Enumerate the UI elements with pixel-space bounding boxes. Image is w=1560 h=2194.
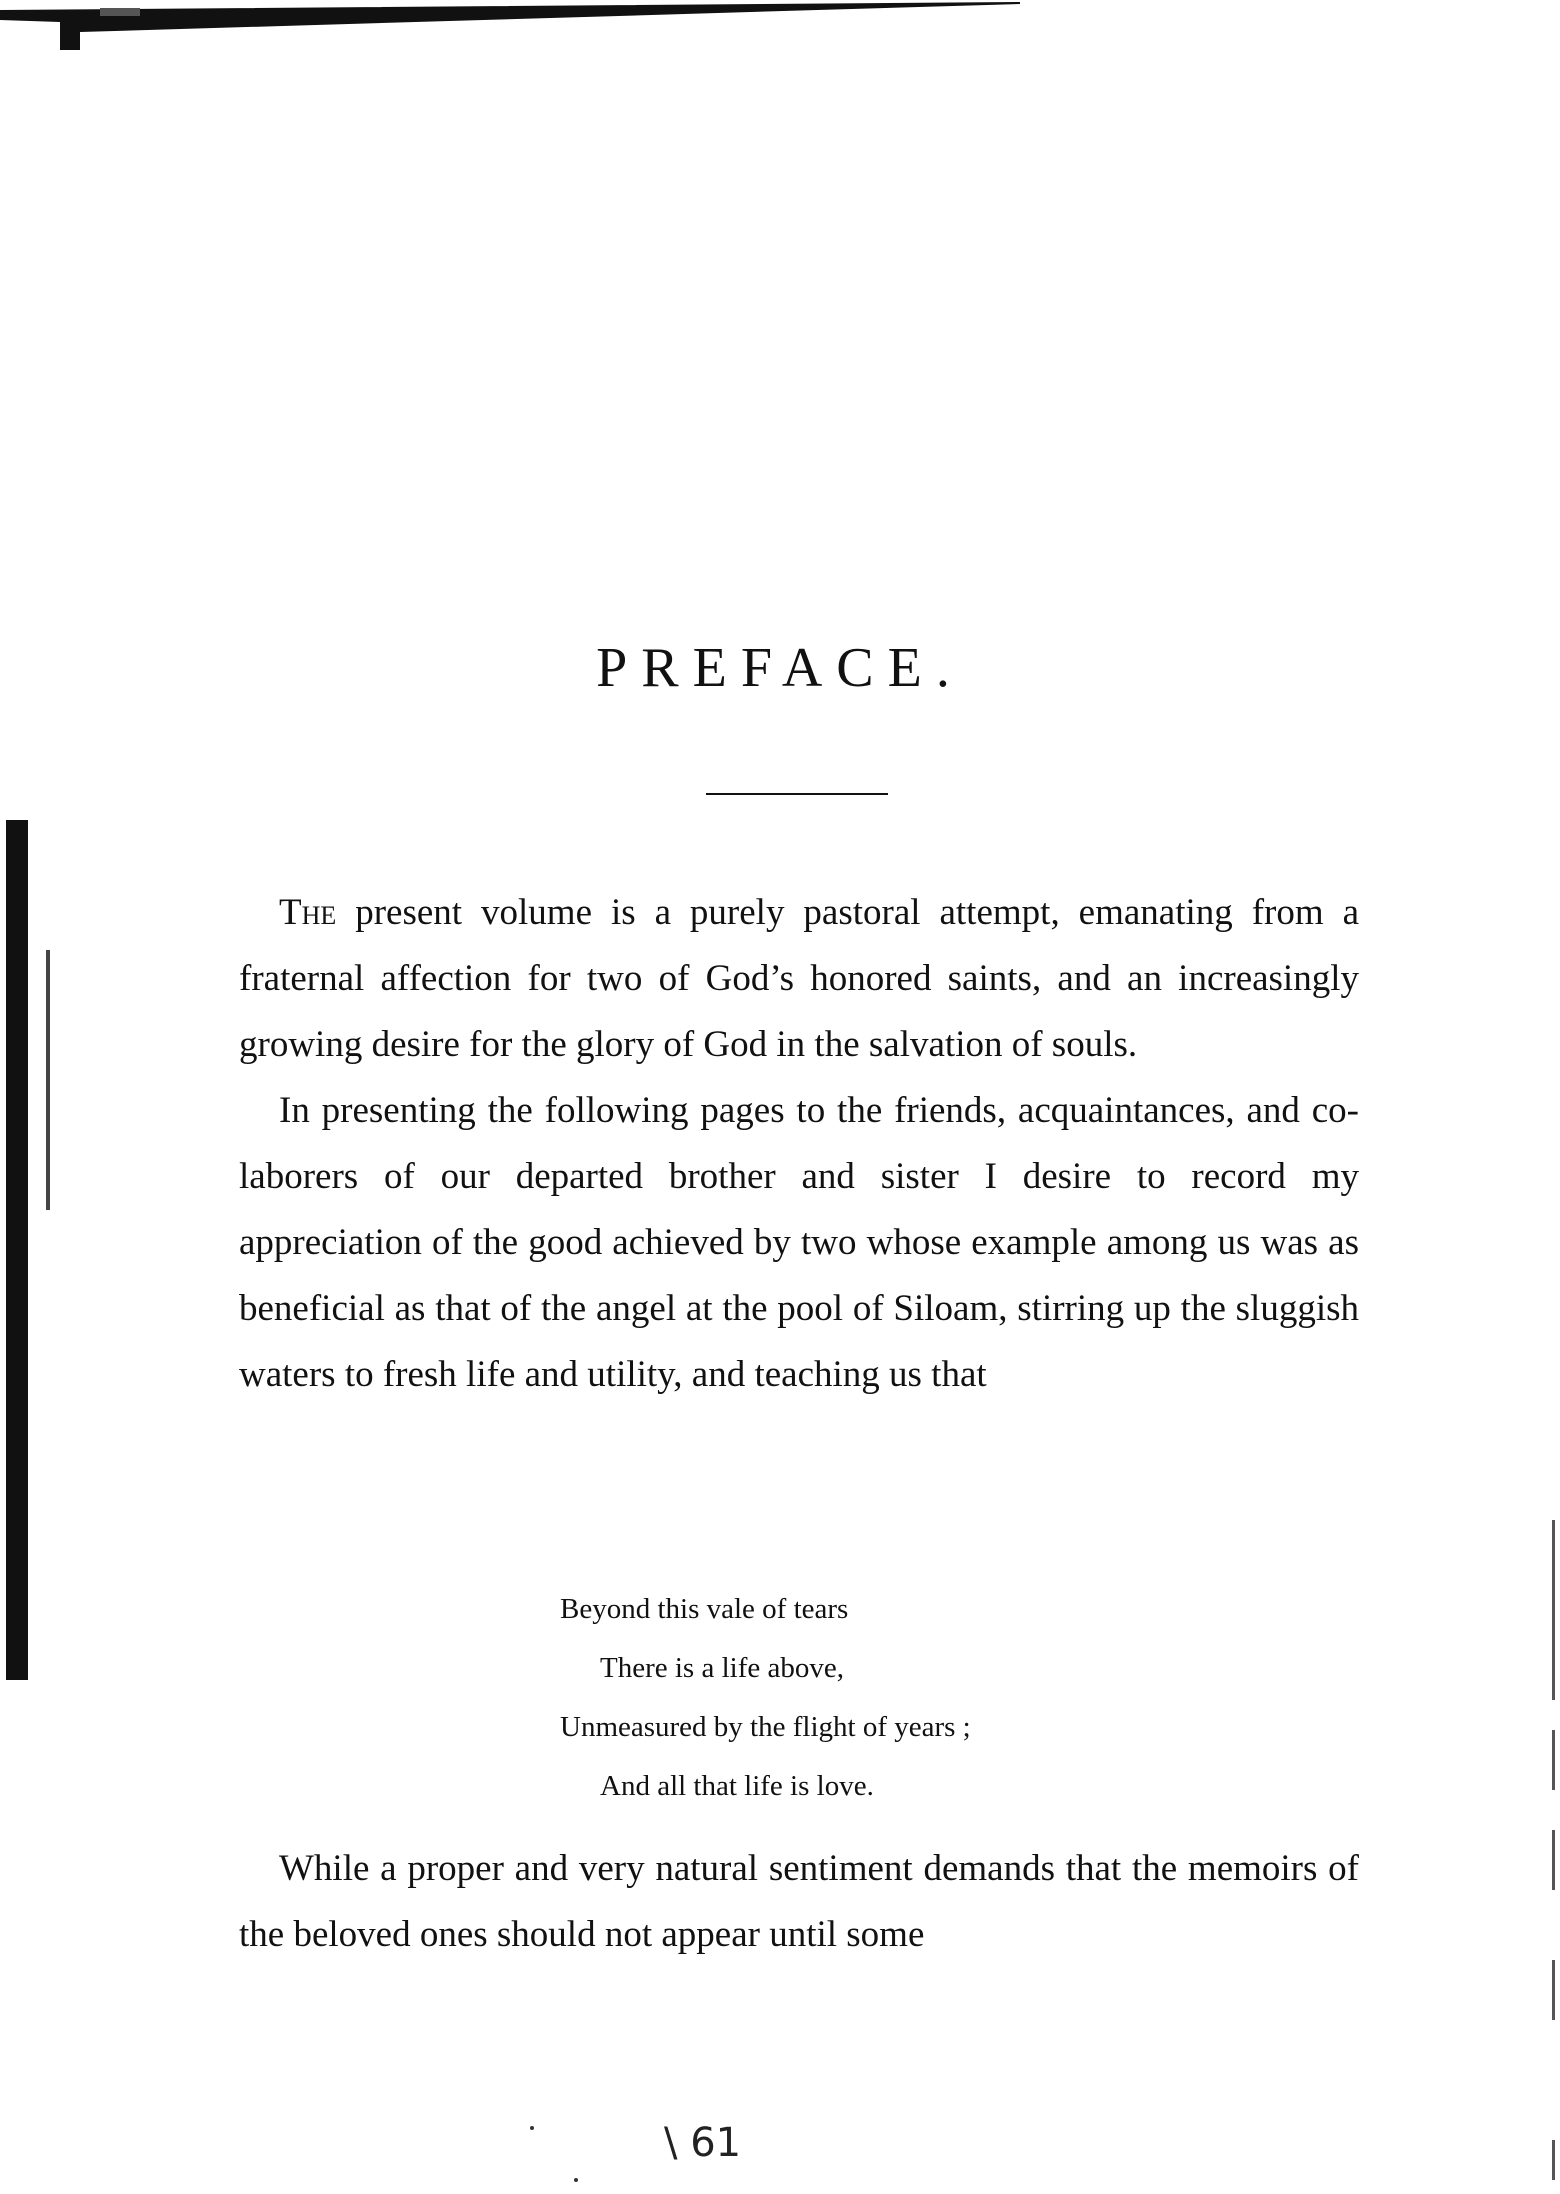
poem-line: And all that life is love.: [600, 1770, 874, 1802]
poem-line: There is a life above,: [600, 1652, 844, 1684]
page-title: PREFACE.: [596, 637, 964, 699]
speck: [530, 2126, 534, 2130]
title-rule: [706, 793, 888, 795]
poem-line: Unmeasured by the flight of years ;: [560, 1711, 971, 1743]
paragraph-1: [239, 880, 1359, 1078]
preface-body: [239, 880, 1359, 1408]
page-mark: \ 61: [664, 2120, 742, 2166]
scan-edge-right: [1546, 1400, 1560, 2194]
poem-stanza: [560, 1580, 1080, 1816]
poem-line: Beyond this vale of tears: [560, 1593, 849, 1625]
paragraph-1-text: present volume is a purely pastoral attempt, emanating from a fraternal affection for two of God’s honored saints, and an increasingly growing desire for the glory of God in the salvation of souls.: [239, 892, 1359, 1065]
paragraph-2: In presenting the following pages to the friends, acquaintances, and co-laborers of our departed brother and sister I desire to record my appreciation of the good achieved by two whose example among us was as beneficial as that of the angel at the pool of Siloam, stirring up the sluggish waters to fresh life and utility, and teaching us that: [239, 1090, 1359, 1395]
speck: [574, 2178, 578, 2182]
paragraph-3: While a proper and very natural sentiment demands that the memoirs of the beloved ones should not appear until some: [239, 1848, 1359, 1955]
preface-body-continued: [239, 1836, 1359, 1968]
scan-edge-left: [0, 800, 60, 1700]
scan-edge-top: [0, 0, 1020, 60]
lead-word: The: [279, 892, 337, 933]
